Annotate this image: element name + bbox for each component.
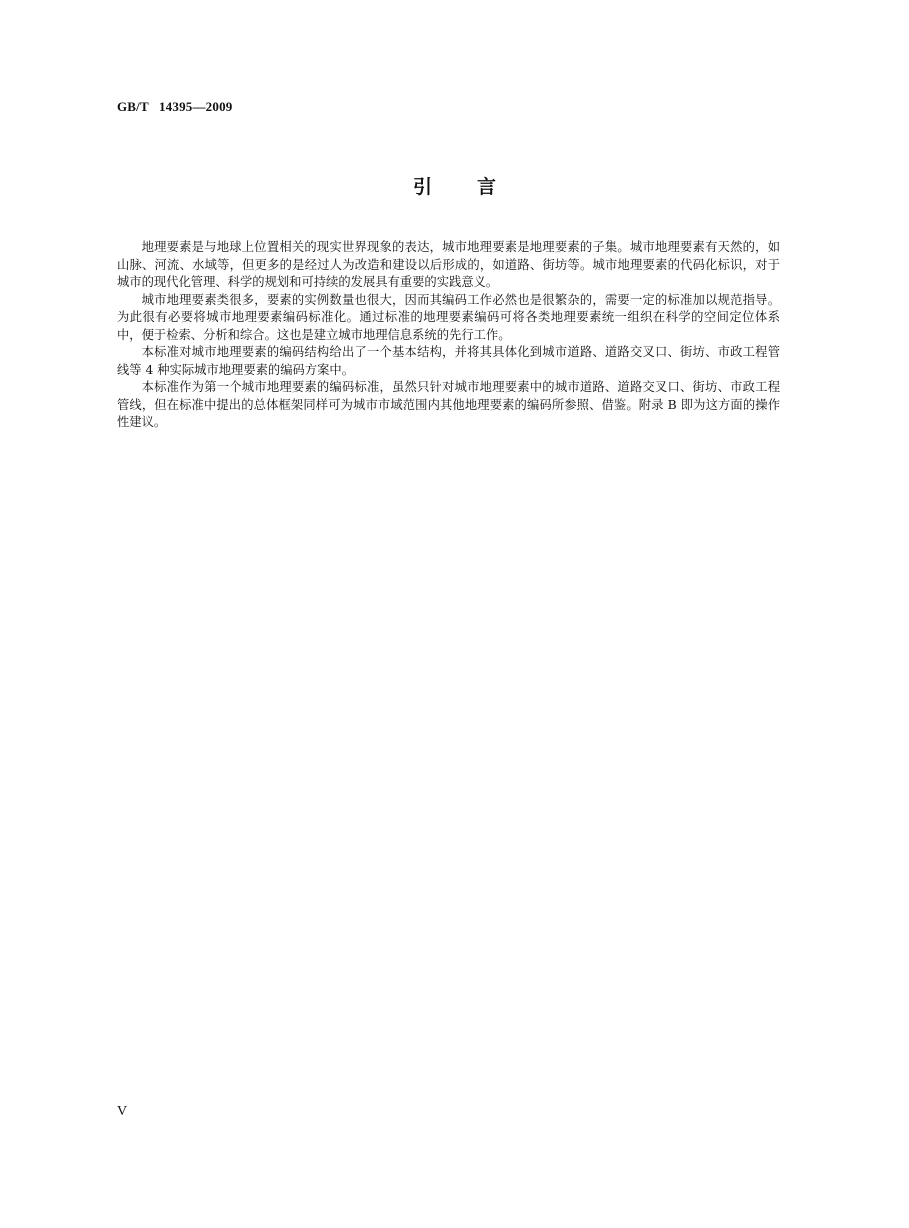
standard-code: GB/T 14395—2009 — [117, 99, 233, 114]
introduction-body — [117, 239, 780, 432]
paragraph-4: 本标准作为第一个城市地理要素的编码标准，虽然只针对城市地理要素中的城市道路、道路交叉口、街坊、市政工程管线，但在标准中提出的总体框架同样可为城市市域范围内其他地理要素的编码所参照、借鉴。附录 B 即为这方面的操作性建议。 — [117, 380, 780, 429]
paragraph-2: 城市地理要素类很多，要素的实例数量也很大，因而其编码工作必然也是很繁杂的，需要一定的标准加以规范指导。为此很有必要将城市地理要素编码标准化。通过标准的地理要素编码可将各类地理要素统一组织在科学的空间定位体系中，便于检索、分析和综合。这也是建立城市地理信息系统的先行工作。 — [117, 292, 780, 342]
page-title: 引言 — [412, 176, 541, 198]
page-number: V — [117, 1104, 128, 1119]
paragraph-3: 本标准对城市地理要素的编码结构给出了一个基本结构，并将其具体化到城市道路、道路交叉口、街坊、市政工程管线等 4 种实际城市地理要素的编码方案中。 — [117, 345, 780, 377]
paragraph-1: 地理要素是与地球上位置相关的现实世界现象的表达，城市地理要素是地理要素的子集。城市地理要素有天然的，如山脉、河流、水域等，但更多的是经过人为改造和建设以后形成的，如道路、街坊等。城市地理要素的代码化标识，对于城市的现代化管理、科学的规划和可持续的发展具有重要的实践意义。 — [117, 240, 780, 289]
